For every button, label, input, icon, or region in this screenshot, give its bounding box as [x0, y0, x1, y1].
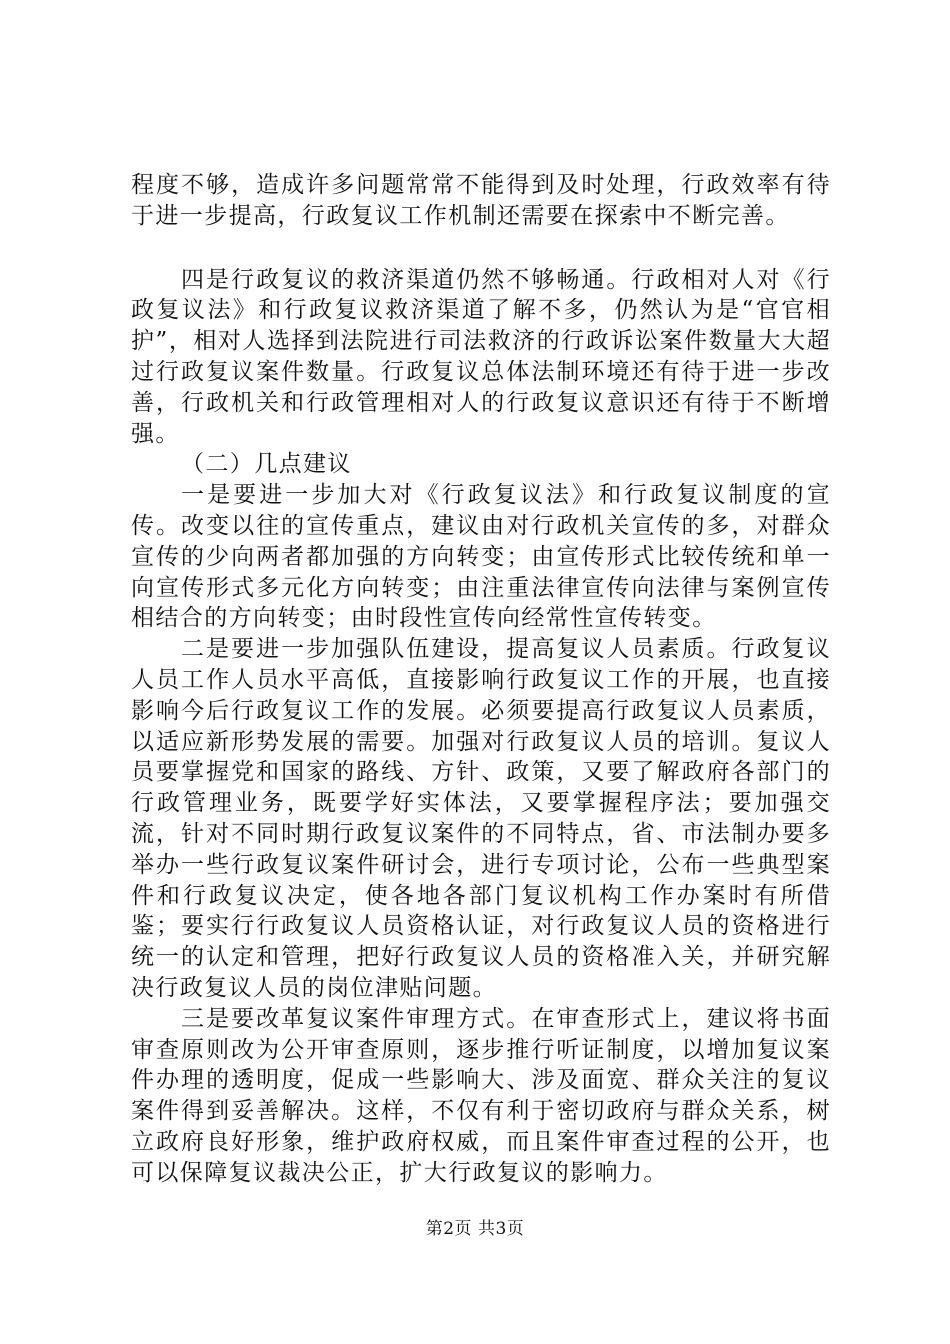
paragraph-suggestion-two: 二是要进一步加强队伍建设，提高复议人员素质。行政复议人员工作人员水平高低，直接影响行政复议工作的开展，也直接影响今后行政复议工作的发展。必须要提高行政复议人员素质，以适应新形势发展的需要。加强对行政复议人员的培训。复议人员要掌握党和国家的路线、方针、政策，又要了解政府各部门的行政管理业务，既要学好实体法，又要掌握程序法；要加强交流，针对不同时期行政复议案件的不同特点，省、市法制办要多举办一些行政复议案件研讨会，进行专项讨论，公布一些典型案件和行政复议决定，使各地各部门复议机构工作办案时有所借鉴；要实行行政复议人员资格认证，对行政复议人员的资格进行统一的认定和管理，把好行政复议人员的资格准入关，并研究解决行政复议人员的岗位津贴问题。	[131, 636, 831, 1001]
page-number-footer: 第2页 共3页	[425, 1219, 525, 1239]
section-heading-suggestions: （二）几点建议	[181, 451, 352, 478]
paragraph-point-four: 四是行政复议的救济渠道仍然不够畅通。行政相对人对《行政复议法》和行政复议救济渠道了解不多，仍然认为是“官官相护”，相对人选择到法院进行司法救济的行政诉讼案件数量大大超过行政复议案件数量。行政复议总体法制环境还有待于进一步改善，行政机关和行政管理相对人的行政复议意识还有待于不断增强。	[131, 266, 831, 447]
paragraph-suggestion-three: 三是要改革复议案件审理方式。在审查形式上，建议将书面审查原则改为公开审查原则，逐步推行听证制度，以增加复议案件办理的透明度，促成一些影响大、涉及面宽、群众关注的复议案件得到妥善解决。这样，不仅有利于密切政府与群众关系，树立政府良好形象，维护政府权威，而且案件审查过程的公开，也可以保障复议裁决公正，扩大行政复议的影响力。	[131, 1005, 831, 1186]
paragraph-suggestion-one: 一是要进一步加大对《行政复议法》和行政复议制度的宣传。改变以往的宣传重点，建议由对行政机关宣传的多，对群众宣传的少向两者都加强的方向转变；由宣传形式比较传统和单一向宣传形式多元化方向转变；由注重法律宣传向法律与案例宣传相结合的方向转变；由时段性宣传向经常性宣传转变。	[131, 482, 831, 632]
document-body	[131, 170, 831, 1189]
paragraph-continuation: 程度不够，造成许多问题常常不能得到及时处理，行政效率有待于进一步提高，行政复议工作机制还需要在探索中不断完善。	[131, 172, 831, 229]
